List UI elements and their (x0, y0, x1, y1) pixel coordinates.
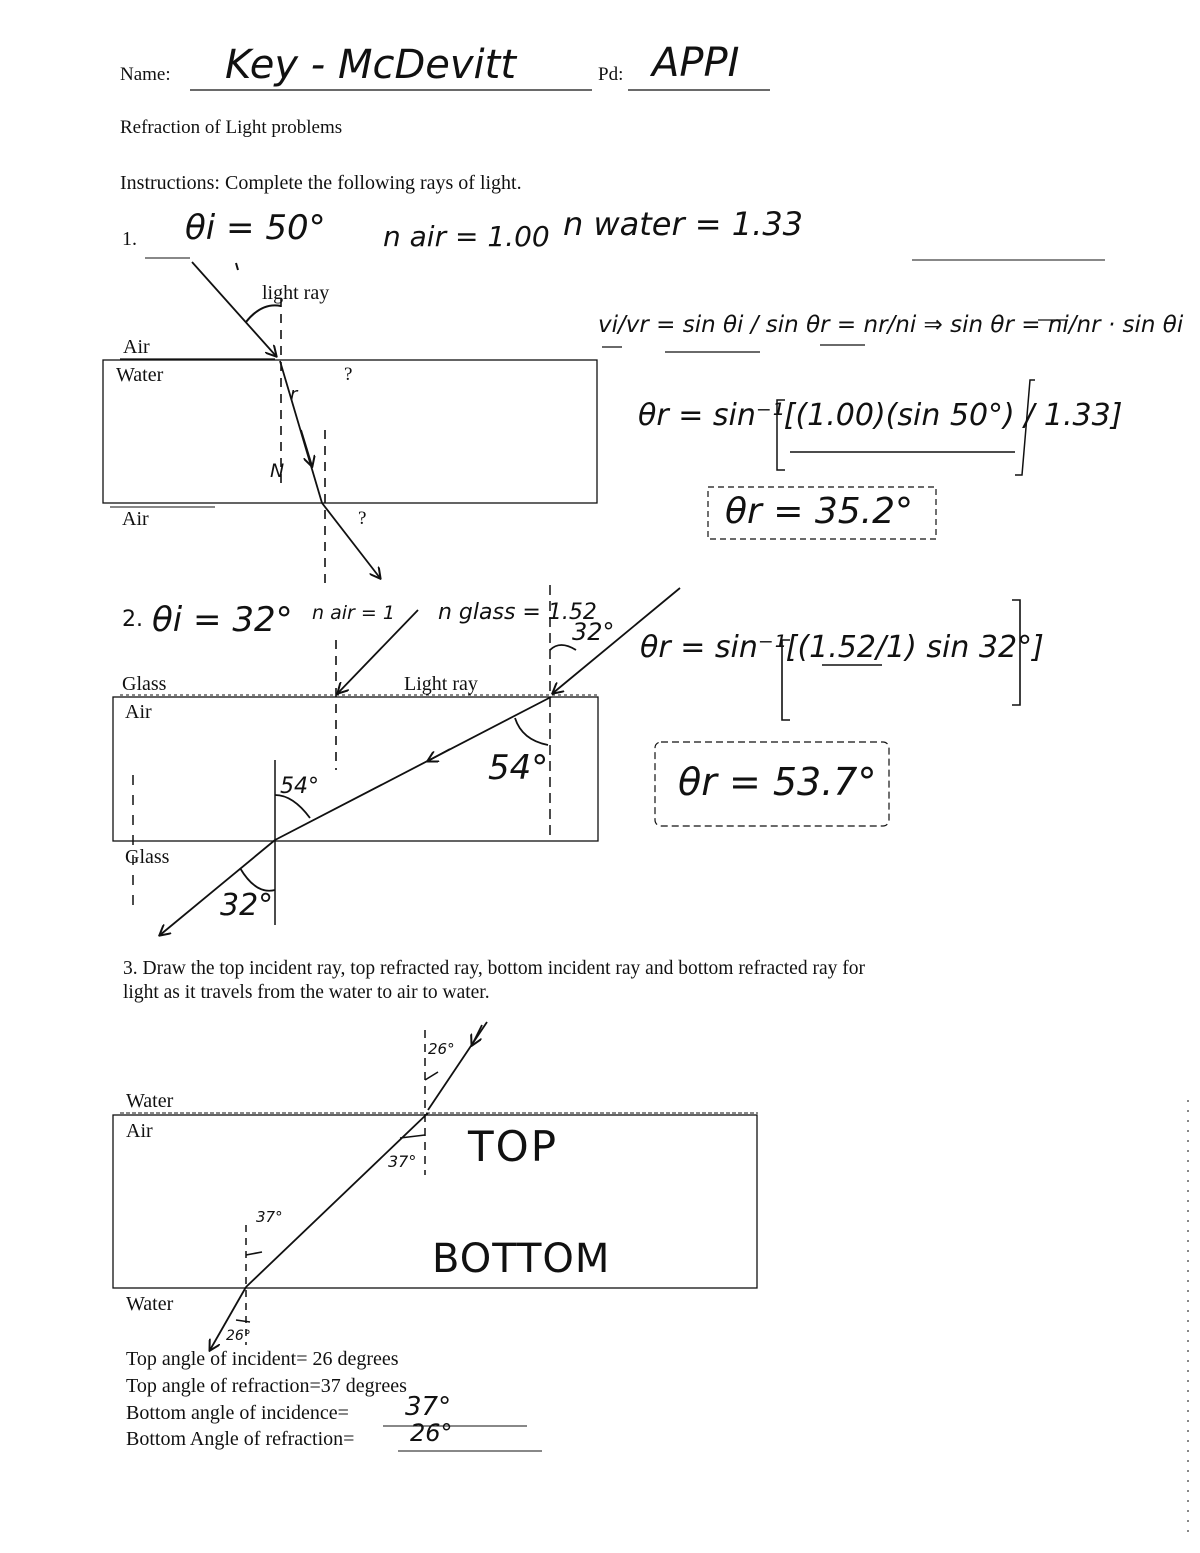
p3-arc-26-top (425, 1072, 438, 1080)
p3-arc-37-bottom (246, 1252, 262, 1255)
p2-given-nair: n air = 1 (312, 602, 395, 624)
p2-ray-label: Light ray (404, 673, 478, 695)
p2-given-nglass: n glass = 1.52 (438, 600, 597, 625)
p3-refracted-ray (246, 1113, 428, 1287)
p1-eq-ratio: vi/vr = sin θi / sin θr = nr/ni ⇒ sin θr = ni/nr · sin θi (598, 312, 1184, 338)
p1-given-theta: θi = 50° (185, 208, 326, 248)
p3-instruction-line2: light as it travels from the water to air to water. (123, 982, 490, 1003)
p3-summary-bottom-refraction-label: Bottom Angle of refraction= (126, 1428, 355, 1450)
p2-number: 2. (122, 607, 143, 632)
p1-normal-label: N (270, 460, 285, 482)
p3-angle-26-bottom: 26° (226, 1328, 251, 1344)
p1-angle-mark: r (290, 384, 298, 405)
worksheet-title: Refraction of Light problems (120, 117, 343, 138)
p3-angle-37-bottom: 37° (256, 1208, 283, 1226)
p3-word-bottom: BOTTOM (432, 1236, 611, 1282)
p2-arc-54-right (515, 718, 548, 745)
p2-label-glass-bottom: Glass (125, 846, 170, 868)
p1-eq-solve: θr = sin⁻¹[(1.00)(sin 50°) / 1.33] (638, 398, 1123, 433)
p2-angle-54-left: 54° (280, 774, 319, 799)
p2-label-air: Air (125, 701, 152, 723)
p2-refracted-arrow (428, 749, 450, 761)
p2-angle-54-right: 54° (488, 748, 549, 788)
p3-top-incident-arrow (472, 1025, 482, 1045)
p1-given-nwater: n water = 1.33 (563, 205, 804, 243)
p3-angle-37-top: 37° (388, 1152, 417, 1171)
p3-summary-bottom-incidence-label: Bottom angle of incidence= (126, 1402, 349, 1424)
p3-summary-top-refraction: Top angle of refraction=37 degrees (126, 1375, 407, 1397)
p1-ray-label: light ray (262, 282, 330, 304)
p3-word-top: TOP (468, 1122, 559, 1171)
p2-angle-32-bottom: 32° (220, 888, 274, 923)
pd-value: APPI (652, 40, 740, 86)
p2-answer: θr = 53.7° (678, 760, 877, 804)
p3-summary-bottom-incidence-value: 37° (405, 1392, 452, 1422)
p3-instruction-line1: 3. Draw the top incident ray, top refracted ray, bottom incident ray and bottom refracted ray for (123, 958, 865, 979)
p3-angle-26-top: 26° (428, 1040, 455, 1058)
p1-number: 1. (122, 228, 137, 250)
p2-label-glass-top: Glass (122, 673, 167, 695)
p1-question-bottom: ? (358, 508, 367, 529)
p1-label-air-bottom: Air (122, 508, 149, 530)
p1-given-nair: n air = 1.00 (383, 220, 550, 253)
p3-summary-top-incident: Top angle of incident= 26 degrees (126, 1348, 399, 1370)
name-label: Name: (120, 64, 171, 85)
p3-top-incident-ray (428, 1022, 487, 1110)
p1-incident-angle-arc (246, 305, 281, 322)
pd-label: Pd: (598, 64, 624, 85)
p1-refracted-arrow (301, 430, 312, 466)
instructions: Instructions: Complete the following rays of light. (120, 172, 522, 194)
p3-label-air: Air (126, 1120, 153, 1142)
p1-emergent-ray (322, 503, 380, 578)
p2-angle-32-top: 32° (572, 618, 615, 646)
p2-eq-solve: θr = sin⁻¹[(1.52/1) sin 32°] (640, 630, 1044, 665)
name-value: Key - McDevitt (225, 42, 517, 88)
p3-label-water-bottom: Water (126, 1293, 174, 1315)
p3-label-water-top: Water (126, 1090, 174, 1112)
p2-given-theta: θi = 32° (152, 600, 293, 640)
p3-arc-26-bottom (236, 1320, 250, 1322)
p1-ray-dot (236, 263, 238, 270)
p3-summary-bottom-refraction-value: 26° (410, 1419, 453, 1447)
p1-question-top: ? (344, 364, 353, 385)
p1-label-water: Water (116, 364, 164, 386)
p1-answer: θr = 35.2° (725, 491, 914, 532)
p1-label-air-top: Air (123, 336, 150, 358)
p1-incident-ray (192, 262, 276, 356)
